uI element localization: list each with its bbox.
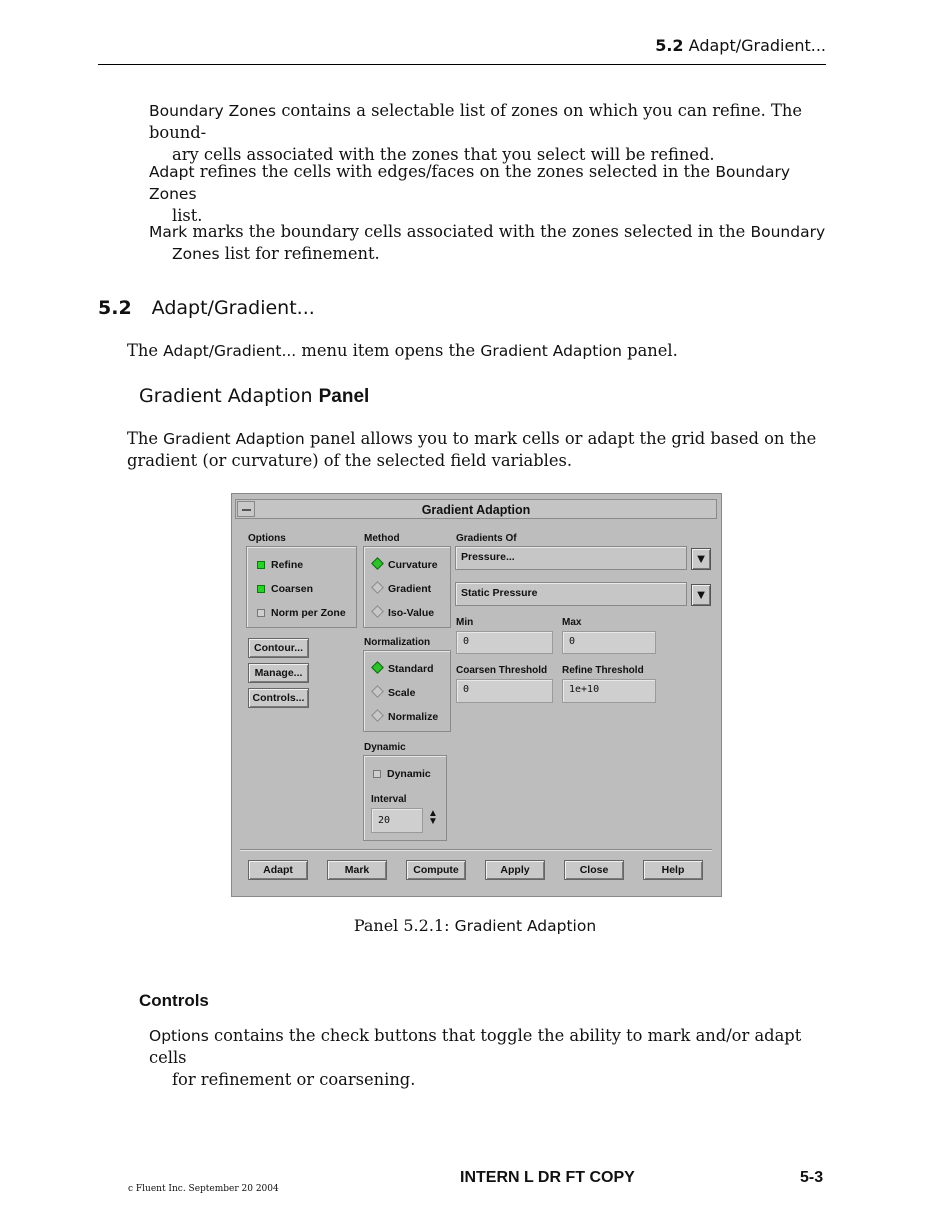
draft-footer: INTERN L DR FT COPY [460, 1169, 635, 1186]
options-item: Options contains the check buttons that toggle the ability to mark and/or adapt cells for refinement or coarsening. [149, 1026, 802, 1089]
scale-radio[interactable]: Scale [373, 687, 415, 699]
controls-heading: Controls [139, 991, 209, 1010]
max-field: 0 [562, 631, 656, 654]
controls-button[interactable]: Controls... [248, 688, 309, 708]
norm-per-zone-check-icon [257, 609, 265, 617]
coarsen-threshold-label: Coarsen Threshold [456, 665, 548, 676]
curvature-radio[interactable]: Curvature [373, 559, 438, 571]
gradient-category-arrow-icon[interactable]: ▼ [691, 548, 711, 570]
refine-check-icon [257, 561, 265, 569]
manage-button[interactable]: Manage... [248, 663, 309, 683]
gradient-field-dropdown[interactable]: Static Pressure [455, 582, 687, 606]
refine-checkbox[interactable]: Refine [257, 559, 303, 571]
gradient-field-arrow-icon[interactable]: ▼ [691, 584, 711, 606]
dynamic-group [363, 755, 447, 841]
iso-value-radio-icon [373, 607, 382, 616]
panel-description: The Gradient Adaption panel allows you to mark cells or adapt the grid based on the gradient (or curvature) of the selected field variables. [127, 429, 817, 470]
coarsen-checkbox[interactable]: Coarsen [257, 583, 313, 595]
options-group [246, 546, 357, 628]
running-header-title: 5.2 Adapt/Gradient... [655, 36, 826, 55]
dynamic-checkbox[interactable]: Dynamic [373, 768, 431, 780]
contour-button[interactable]: Contour... [248, 638, 309, 658]
adapt-item: Adapt refines the cells with edges/faces on the zones selected in the Boundary Zones list. [149, 162, 791, 225]
section-title: 5.2 Adapt/Gradient... [98, 297, 315, 319]
boundary-zones-item: Boundary Zones contains a selectable list of zones on which you can refine. The bound- ary cells associated with the zones that you select will be refined. [149, 101, 802, 164]
options-label: Options [248, 533, 286, 544]
boundary-zones-term: Boundary Zones [149, 102, 277, 120]
interval-input[interactable]: 20 [371, 808, 423, 833]
interval-spinner[interactable] [427, 810, 439, 826]
running-header [98, 30, 826, 65]
coarsen-threshold-input[interactable]: 0 [456, 679, 553, 703]
normalization-group [363, 650, 451, 732]
norm-per-zone-checkbox[interactable]: Norm per Zone [257, 607, 346, 619]
gradient-radio[interactable]: Gradient [373, 583, 431, 595]
method-label: Method [364, 533, 400, 544]
refine-threshold-label: Refine Threshold [562, 665, 644, 676]
refine-threshold-input[interactable]: 1e+10 [562, 679, 656, 703]
normalize-radio[interactable]: Normalize [373, 711, 438, 723]
mark-term: Mark [149, 223, 188, 241]
gradient-adaption-dialog [231, 493, 722, 897]
dynamic-check-icon [373, 770, 381, 778]
help-button[interactable]: Help [643, 860, 703, 880]
close-button[interactable]: Close [564, 860, 624, 880]
dialog-titlebar [235, 499, 717, 519]
gradient-category-dropdown[interactable]: Pressure... [455, 546, 687, 570]
dialog-title: Gradient Adaption [421, 503, 531, 517]
intro-paragraph: The Adapt/Gradient... menu item opens the Gradient Adaption panel. [127, 341, 678, 360]
figure-caption: Panel 5.2.1: Gradient Adaption [353, 916, 597, 935]
spin-up-icon[interactable]: ▲ [428, 808, 438, 819]
normalization-label: Normalization [364, 637, 431, 648]
iso-value-radio[interactable]: Iso-Value [373, 607, 434, 619]
copyright-footer: c Fluent Inc. September 20 2004 [128, 1184, 279, 1194]
spin-down-icon[interactable]: ▼ [428, 816, 438, 827]
panel-heading: Gradient Adaption Panel [139, 385, 370, 407]
page-number: 5-3 [800, 1169, 824, 1186]
adapt-term: Adapt [149, 163, 195, 181]
apply-button[interactable]: Apply [485, 860, 545, 880]
compute-button[interactable]: Compute [406, 860, 466, 880]
method-group [363, 546, 451, 628]
options-term: Options [149, 1027, 209, 1045]
button-separator [240, 849, 712, 851]
scale-radio-icon [373, 687, 382, 696]
dynamic-label: Dynamic [364, 742, 406, 753]
min-field: 0 [456, 631, 553, 654]
mark-item: Mark marks the boundary cells associated with the zones selected in the Boundary Zones list for refinement. [149, 222, 826, 263]
standard-radio-icon [373, 663, 382, 672]
curvature-radio-icon [373, 559, 382, 568]
standard-radio[interactable]: Standard [373, 663, 434, 675]
gradient-radio-icon [373, 583, 382, 592]
mark-button[interactable]: Mark [327, 860, 387, 880]
coarsen-check-icon [257, 585, 265, 593]
gradients-of-label: Gradients Of [456, 533, 517, 544]
adapt-button[interactable]: Adapt [248, 860, 308, 880]
normalize-radio-icon [373, 711, 382, 720]
max-label: Max [562, 617, 582, 628]
interval-label: Interval [371, 794, 407, 805]
min-label: Min [456, 617, 474, 628]
